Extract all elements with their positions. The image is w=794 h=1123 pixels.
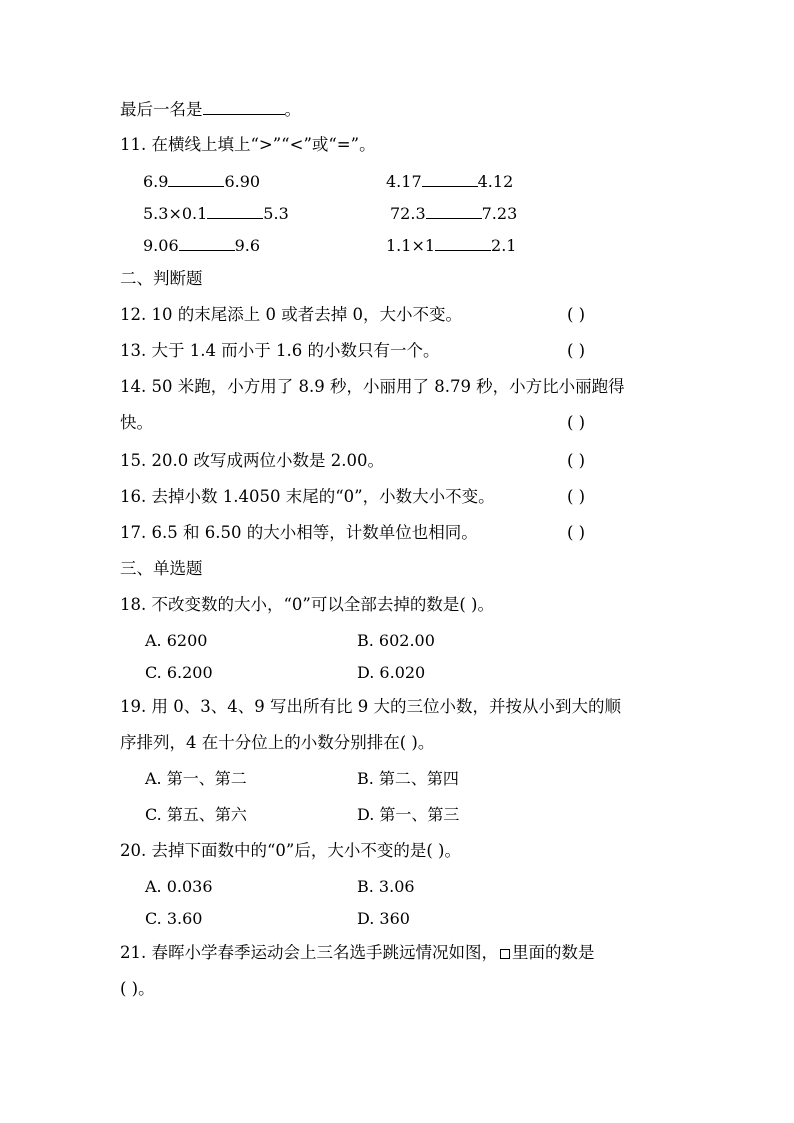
q21-stem-line2[interactable]: ( )。 — [120, 979, 155, 998]
q13-answer-paren[interactable]: ( ) — [567, 341, 586, 360]
compare-blank[interactable] — [435, 234, 491, 251]
q11-pair-5: 9.06 9.6 — [143, 236, 261, 255]
compare-blank[interactable] — [426, 202, 482, 219]
q20-option-c[interactable]: C. 3.60 — [145, 909, 203, 928]
compare-blank[interactable] — [168, 170, 224, 187]
q14-stem-cont: 快。 — [120, 413, 153, 432]
q19-option-d[interactable]: D. 第一、第三 — [357, 805, 460, 824]
q18-option-b[interactable]: B. 602.00 — [357, 631, 435, 650]
answer-blank[interactable] — [203, 98, 285, 115]
q18-stem: 18. 不改变数的大小，“0”可以全部去掉的数是( )。 — [120, 595, 494, 614]
q14-stem: 14. 50 米跑，小方用了 8.9 秒，小丽用了 8.79 秒，小方比小丽跑得 — [120, 377, 625, 396]
q19-option-a[interactable]: A. 第一、第二 — [145, 769, 247, 788]
q14-answer-paren[interactable]: ( ) — [567, 413, 586, 432]
last-place-line: 最后一名是 。 — [120, 100, 301, 119]
q17-stem: 17. 6.5 和 6.50 的大小相等，计数单位也相同。 — [120, 523, 478, 542]
square-box-icon — [500, 949, 510, 959]
q13-stem: 13. 大于 1.4 而小于 1.6 的小数只有一个。 — [120, 341, 440, 360]
q17-answer-paren[interactable]: ( ) — [567, 523, 586, 542]
q19-stem-line2: 序排列，4 在十分位上的小数分别排在( )。 — [120, 733, 435, 752]
q19-option-b[interactable]: B. 第二、第四 — [357, 769, 459, 788]
q16-stem: 16. 去掉小数 1.4050 末尾的“0”，小数大小不变。 — [120, 487, 495, 506]
q11-pair-1: 6.9 6.90 — [143, 172, 261, 191]
compare-blank[interactable] — [422, 170, 478, 187]
q20-option-a[interactable]: A. 0.036 — [145, 877, 213, 896]
q19-option-c[interactable]: C. 第五、第六 — [145, 805, 247, 824]
q15-stem: 15. 20.0 改写成两位小数是 2.00。 — [120, 451, 384, 470]
section-title-choice: 三、单选题 — [120, 559, 203, 578]
q20-option-b[interactable]: B. 3.06 — [357, 877, 415, 896]
compare-blank[interactable] — [207, 202, 263, 219]
q16-answer-paren[interactable]: ( ) — [567, 487, 586, 506]
q21-stem: 21. 春晖小学春季运动会上三名选手跳远情况如图， 里面的数是 — [120, 943, 595, 962]
q18-option-c[interactable]: C. 6.200 — [145, 663, 213, 682]
q20-option-d[interactable]: D. 360 — [357, 909, 410, 928]
q12-answer-paren[interactable]: ( ) — [567, 305, 586, 324]
q18-option-a[interactable]: A. 6200 — [145, 631, 208, 650]
q12-stem: 12. 10 的末尾添上 0 或者去掉 0，大小不变。 — [120, 305, 462, 324]
q11-pair-4: 72.3 7.23 — [390, 204, 518, 223]
q19-stem-line1: 19. 用 0、3、4、9 写出所有比 9 大的三位小数，并按从小到大的顺 — [120, 697, 621, 716]
q18-option-d[interactable]: D. 6.020 — [357, 663, 426, 682]
compare-blank[interactable] — [179, 234, 235, 251]
q11-pair-3: 5.3×0.1 5.3 — [143, 204, 289, 223]
section-title-judge: 二、判断题 — [120, 269, 203, 288]
q11-stem: 11. 在横线上填上“>”“<”或“=”。 — [120, 135, 376, 154]
q15-answer-paren[interactable]: ( ) — [567, 451, 586, 470]
q20-stem: 20. 去掉下面数中的“0”后，大小不变的是( )。 — [120, 841, 461, 860]
q11-pair-6: 1.1×1 2.1 — [386, 236, 517, 255]
q11-pair-2: 4.17 4.12 — [386, 172, 514, 191]
